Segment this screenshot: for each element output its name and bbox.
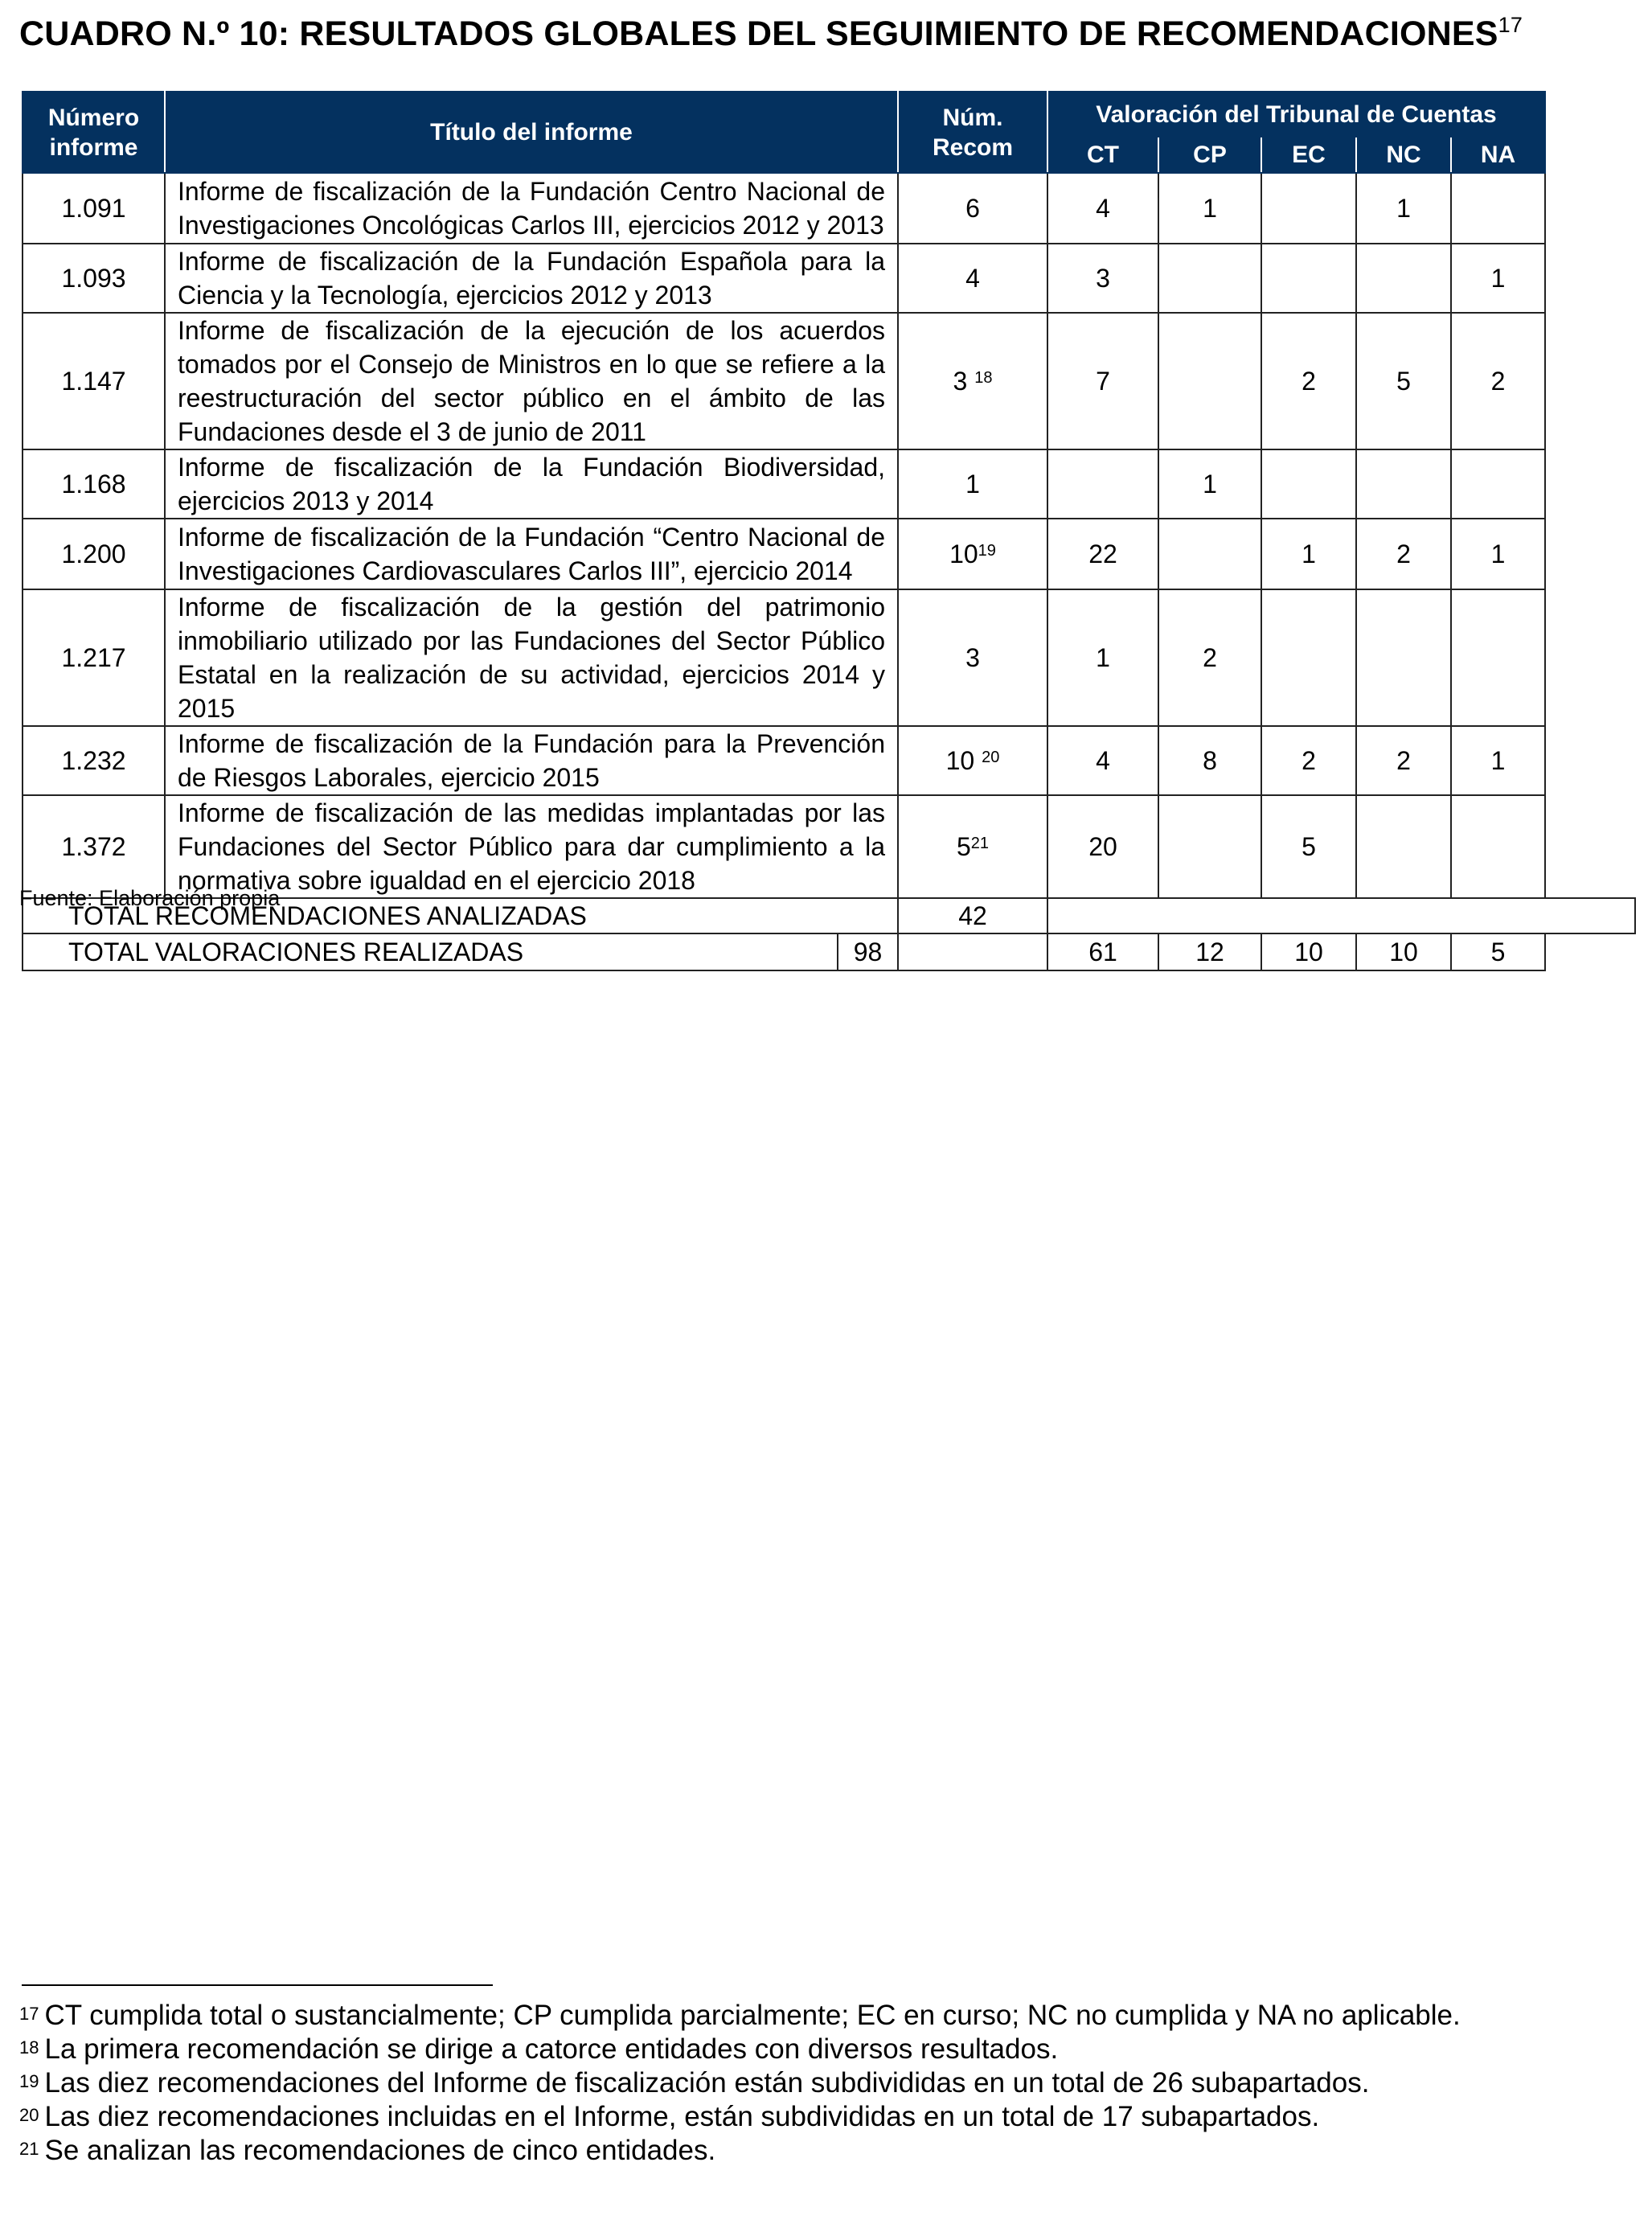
report-number: 1.232 bbox=[23, 726, 165, 795]
value-ct: 4 bbox=[1047, 173, 1158, 244]
table-body bbox=[23, 173, 1635, 898]
value-na: 1 bbox=[1451, 244, 1545, 313]
num-recom-value: 10 bbox=[945, 746, 982, 775]
table-row bbox=[23, 173, 1635, 244]
num-recom bbox=[898, 519, 1047, 589]
num-recom bbox=[898, 173, 1047, 244]
total-valoraciones-value: 98 bbox=[837, 934, 897, 970]
footnote-number: 18 bbox=[19, 2037, 39, 2058]
value-nc: 1 bbox=[1356, 173, 1451, 244]
num-recom bbox=[898, 726, 1047, 795]
num-recom-value: 10 bbox=[949, 540, 978, 568]
num-recom bbox=[898, 589, 1047, 726]
num-recom-footnote-ref: 20 bbox=[982, 749, 1000, 766]
table-row bbox=[23, 726, 1635, 795]
value-na: 1 bbox=[1451, 519, 1545, 589]
report-number: 1.091 bbox=[23, 173, 165, 244]
num-recom-value: 6 bbox=[965, 194, 980, 223]
num-recom-value: 3 bbox=[965, 643, 980, 672]
value-ec bbox=[1261, 173, 1356, 244]
report-number: 1.168 bbox=[23, 449, 165, 519]
value-ec bbox=[1261, 589, 1356, 726]
footnote bbox=[19, 1999, 1627, 2033]
report-title: Informe de fiscalización de la Fundación Biodiversidad, ejercicios 2013 y 2014 bbox=[165, 449, 898, 519]
footnote-text: Las diez recomendaciones incluidas en el Informe, están subdivididas en un total de 17 subapartados. bbox=[44, 2101, 1320, 2132]
value-cp: 1 bbox=[1158, 449, 1261, 519]
table-row bbox=[23, 589, 1635, 726]
value-ec: 2 bbox=[1261, 726, 1356, 795]
value-ct bbox=[1047, 449, 1158, 519]
title-footnote-ref: 17 bbox=[1498, 13, 1523, 37]
report-number: 1.147 bbox=[23, 313, 165, 449]
value-cp: 2 bbox=[1158, 589, 1261, 726]
value-nc: 2 bbox=[1356, 726, 1451, 795]
value-cp bbox=[1158, 519, 1261, 589]
num-recom-footnote-ref: 21 bbox=[970, 835, 990, 852]
value-ct: 22 bbox=[1047, 519, 1158, 589]
table-title: CUADRO N.º 10: RESULTADOS GLOBALES DEL SEGUIMIENTO DE RECOMENDACIONES$^{17}$ bbox=[19, 13, 1523, 53]
footnote bbox=[19, 2134, 1627, 2168]
value-nc: 2 bbox=[1356, 519, 1451, 589]
total-ec: 10 bbox=[1261, 933, 1356, 970]
report-number: 1.372 bbox=[23, 795, 165, 898]
footnote-text: Se analizan las recomendaciones de cinco entidades. bbox=[44, 2135, 716, 2166]
value-ct: 20 bbox=[1047, 795, 1158, 898]
table-row bbox=[23, 795, 1635, 898]
report-number: 1.200 bbox=[23, 519, 165, 589]
value-ct: 1 bbox=[1047, 589, 1158, 726]
total-cp: 12 bbox=[1158, 933, 1261, 970]
num-recom bbox=[898, 244, 1047, 313]
value-cp bbox=[1158, 795, 1261, 898]
num-recom-value: 1 bbox=[965, 470, 980, 499]
total-nc: 10 bbox=[1356, 933, 1451, 970]
value-na: 2 bbox=[1451, 313, 1545, 449]
table-row bbox=[23, 449, 1635, 519]
total-valoraciones-row bbox=[23, 933, 1635, 970]
table-row bbox=[23, 519, 1635, 589]
table-row bbox=[23, 313, 1635, 449]
report-number: 1.093 bbox=[23, 244, 165, 313]
report-title: Informe de fiscalización de la Fundación Española para la Ciencia y la Tecnología, ejercicios 2012 y 2013 bbox=[165, 244, 898, 313]
report-title: Informe de fiscalización de las medidas implantadas por las Fundaciones del Sector Público para dar cumplimiento a la normativa sobre igualdad en el ejercicio 2018 bbox=[165, 795, 898, 898]
report-title: Informe de fiscalización de la Fundación Centro Nacional de Investigaciones Oncológicas Carlos III, ejercicios 2012 y 2013 bbox=[165, 173, 898, 244]
value-ec: 1 bbox=[1261, 519, 1356, 589]
value-nc: 5 bbox=[1356, 313, 1451, 449]
footnote-text: La primera recomendación se dirige a catorce entidades con diversos resultados. bbox=[44, 2033, 1059, 2065]
header-ec: EC bbox=[1261, 137, 1356, 173]
total-recomendaciones-value: 42 bbox=[898, 898, 1047, 933]
value-ec bbox=[1261, 449, 1356, 519]
value-nc bbox=[1356, 589, 1451, 726]
header-numero-informe: Número informe bbox=[23, 92, 165, 173]
header-titulo-informe: Título del informe bbox=[165, 92, 898, 173]
total-recomendaciones-label: TOTAL RECOMENDACIONES ANALIZADAS bbox=[23, 898, 898, 933]
total-na: 5 bbox=[1451, 933, 1545, 970]
header-valoracion: Valoración del Tribunal de Cuentas bbox=[1047, 92, 1545, 137]
value-ct: 3 bbox=[1047, 244, 1158, 313]
value-na bbox=[1451, 173, 1545, 244]
total-ct: 61 bbox=[1047, 933, 1158, 970]
value-ec: 2 bbox=[1261, 313, 1356, 449]
footnote bbox=[19, 2066, 1627, 2100]
source-note: Fuente: Elaboración propia bbox=[19, 886, 281, 910]
value-na: 1 bbox=[1451, 726, 1545, 795]
report-title: Informe de fiscalización de la Fundación “Centro Nacional de Investigaciones Cardiovasculares Carlos III”, ejercicio 2014 bbox=[165, 519, 898, 589]
report-title: Informe de fiscalización de la Fundación para la Prevención de Riesgos Laborales, ejercicio 2015 bbox=[165, 726, 898, 795]
value-cp bbox=[1158, 313, 1261, 449]
value-na bbox=[1451, 795, 1545, 898]
footnote-number: 21 bbox=[19, 2139, 39, 2159]
value-nc bbox=[1356, 244, 1451, 313]
header-na: NA bbox=[1451, 137, 1545, 173]
num-recom-footnote-ref: 19 bbox=[978, 542, 996, 560]
footnote-number: 19 bbox=[19, 2071, 39, 2091]
total-valoraciones-label: TOTAL VALORACIONES REALIZADAS bbox=[68, 938, 524, 966]
footnote-number: 20 bbox=[19, 2105, 39, 2125]
recommendations-table bbox=[22, 91, 1636, 971]
num-recom-value: 5 bbox=[956, 832, 971, 861]
num-recom bbox=[898, 795, 1047, 898]
report-title: Informe de fiscalización de la ejecución de los acuerdos tomados por el Consejo de Ministros en lo que se refiere a la reestructuración del sector público en el ámbito de las Fundaciones desde el 3 de junio de 2011 bbox=[165, 313, 898, 449]
num-recom-value: 3 bbox=[953, 367, 975, 396]
total-recomendaciones-empty bbox=[1047, 898, 1635, 933]
value-ct: 7 bbox=[1047, 313, 1158, 449]
footnote-text: Las diez recomendaciones del Informe de fiscalización están subdivididas en un total de 26 subapartados. bbox=[44, 2067, 1370, 2099]
report-number: 1.217 bbox=[23, 589, 165, 726]
num-recom-footnote-ref: 18 bbox=[974, 369, 993, 387]
value-na bbox=[1451, 589, 1545, 726]
footnote bbox=[19, 2033, 1627, 2066]
footnote-text: CT cumplida total o sustancialmente; CP cumplida parcialmente; EC en curso; NC no cumplida y NA no aplicable. bbox=[44, 2000, 1461, 2031]
value-nc bbox=[1356, 795, 1451, 898]
header-cp: CP bbox=[1158, 137, 1261, 173]
value-ec bbox=[1261, 244, 1356, 313]
footnote-number: 17 bbox=[19, 2004, 39, 2024]
total-valoraciones-cell bbox=[23, 933, 898, 970]
total-valoraciones-recom-empty bbox=[898, 933, 1047, 970]
report-title: Informe de fiscalización de la gestión del patrimonio inmobiliario utilizado por las Fundaciones del Sector Público Estatal en la realización de su actividad, ejercicios 2014 y 2015 bbox=[165, 589, 898, 726]
num-recom bbox=[898, 449, 1047, 519]
header-num-recom: Núm. Recom bbox=[898, 92, 1047, 173]
value-cp: 8 bbox=[1158, 726, 1261, 795]
footnotes bbox=[19, 1999, 1627, 2168]
header-ct: CT bbox=[1047, 137, 1158, 173]
num-recom bbox=[898, 313, 1047, 449]
footnote bbox=[19, 2100, 1627, 2134]
value-cp: 1 bbox=[1158, 173, 1261, 244]
header-nc: NC bbox=[1356, 137, 1451, 173]
table-row bbox=[23, 244, 1635, 313]
value-nc bbox=[1356, 449, 1451, 519]
value-ct: 4 bbox=[1047, 726, 1158, 795]
value-na bbox=[1451, 449, 1545, 519]
value-ec: 5 bbox=[1261, 795, 1356, 898]
footnote-divider bbox=[22, 1984, 493, 1986]
value-cp bbox=[1158, 244, 1261, 313]
num-recom-value: 4 bbox=[965, 264, 980, 293]
